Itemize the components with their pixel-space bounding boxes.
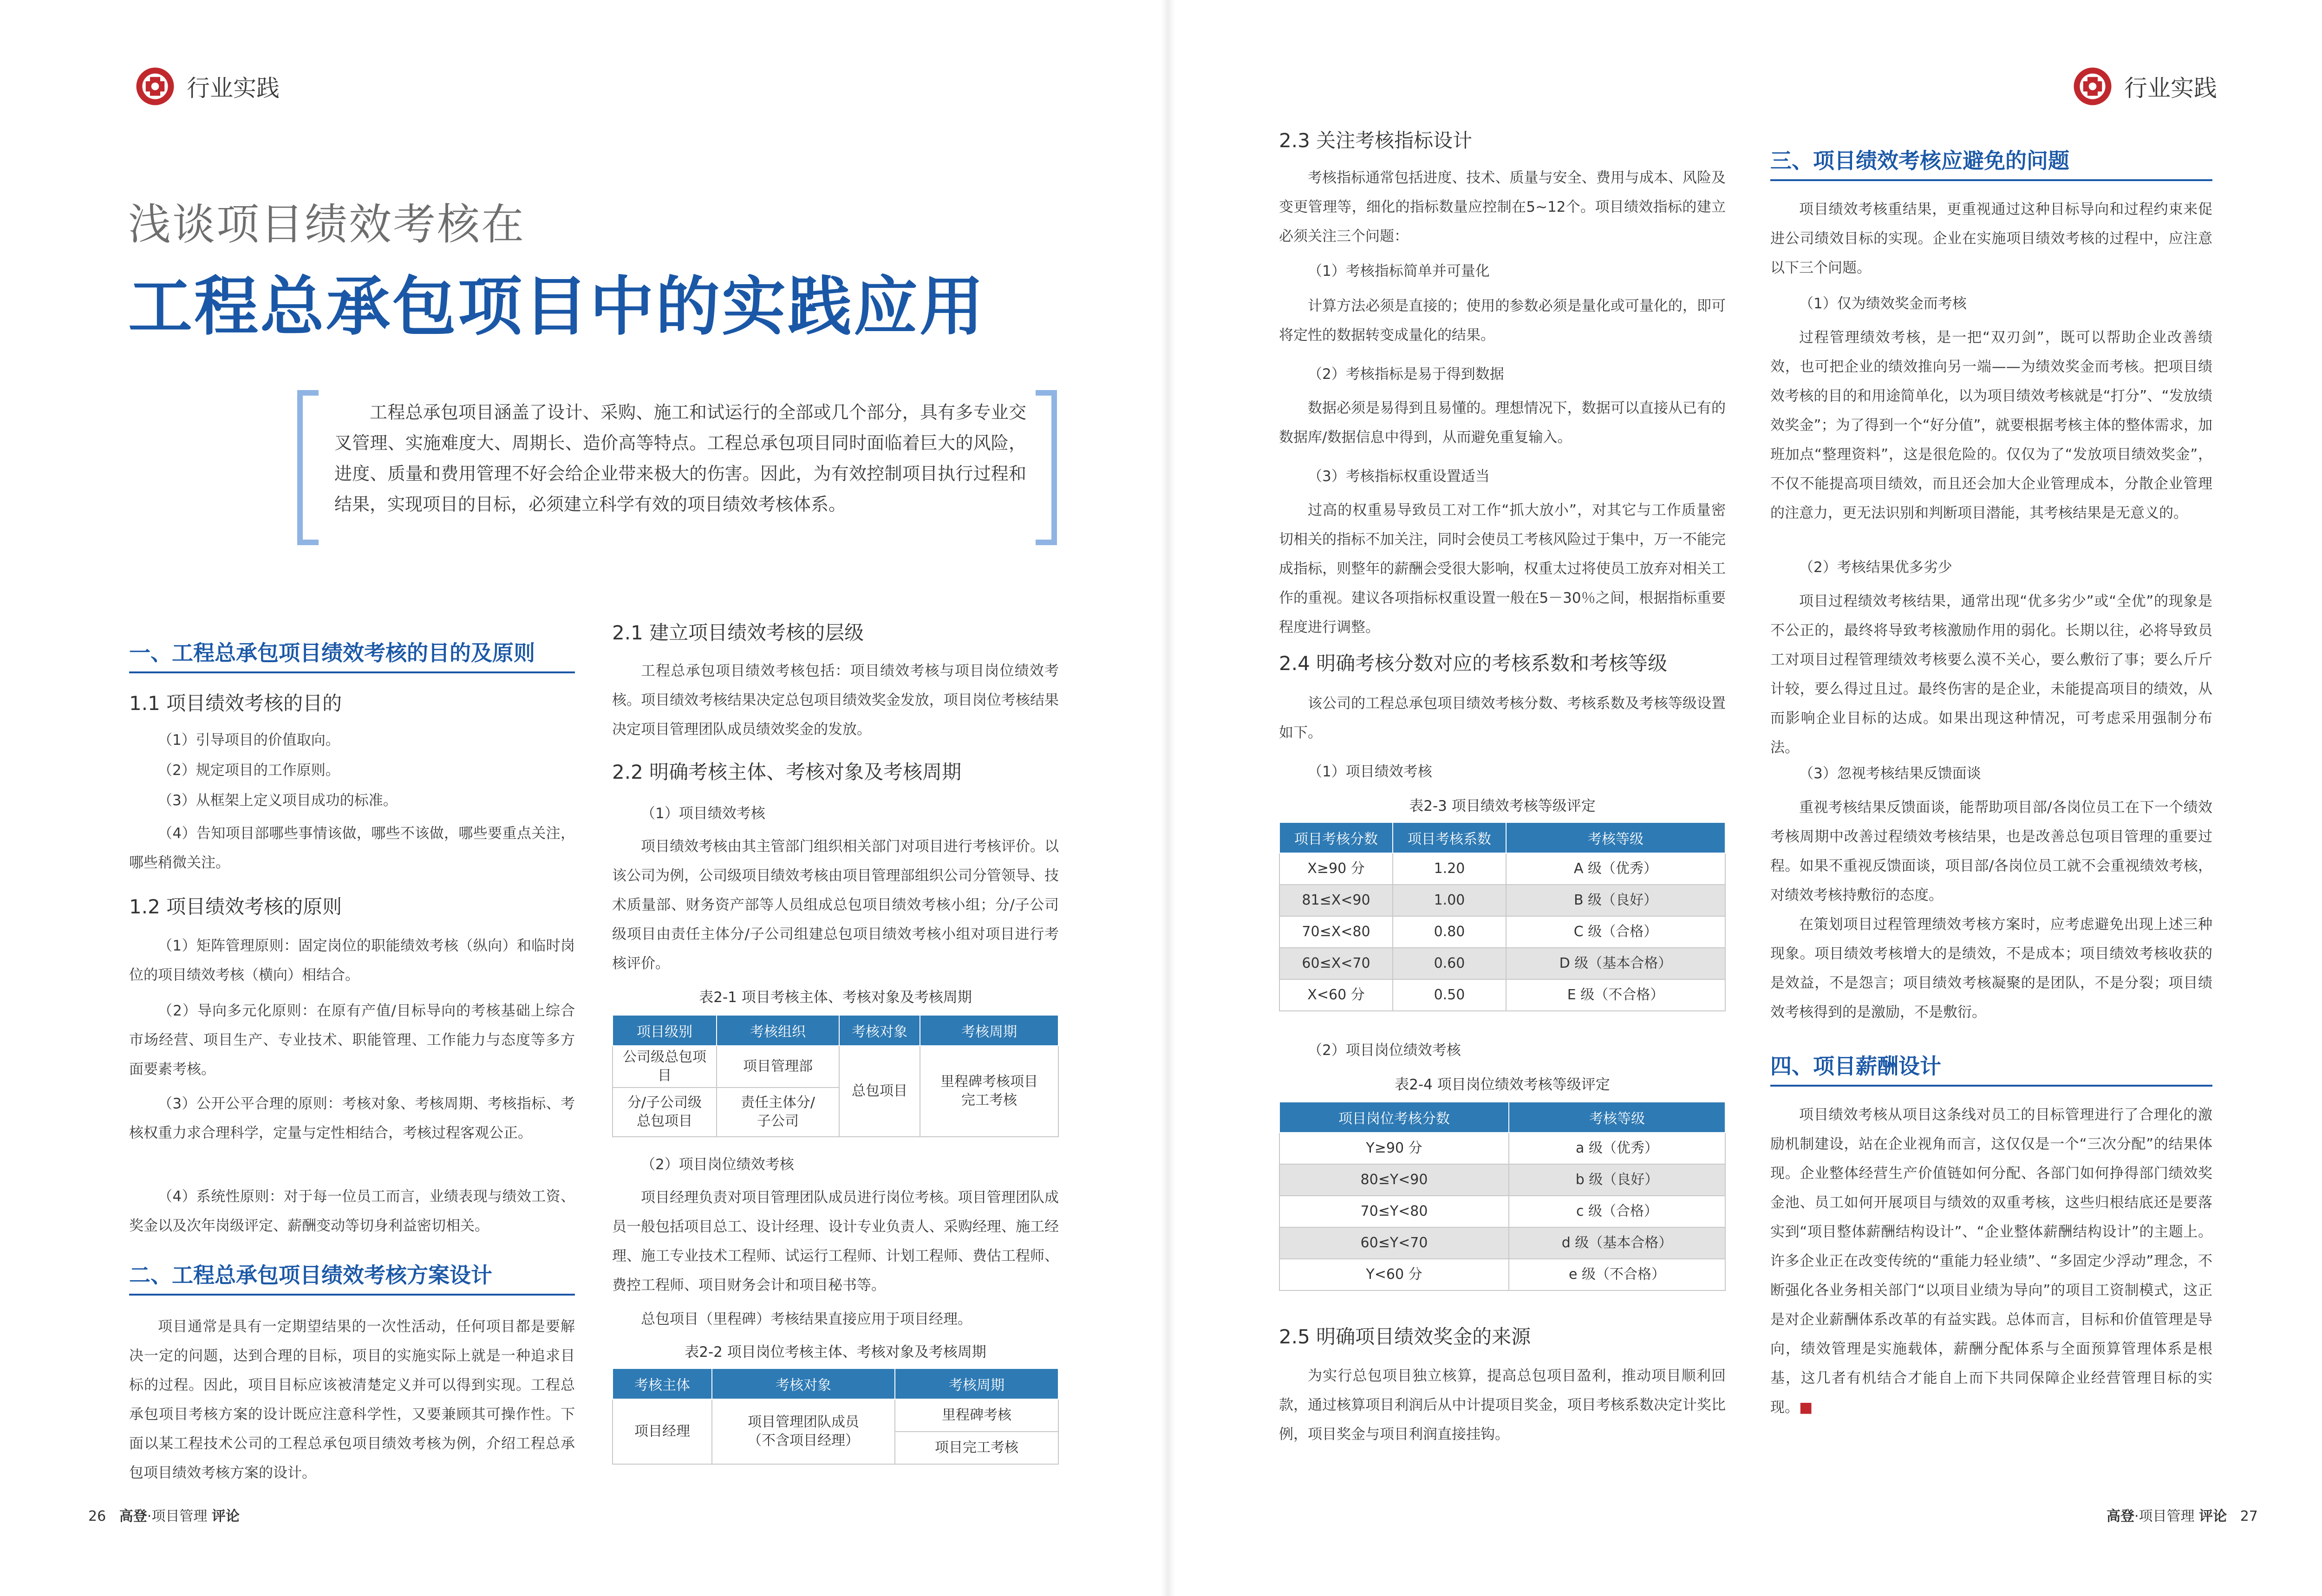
footer-right — [2107, 1505, 2258, 1525]
sec23-para-3: 数据必须是易得到且易懂的。理想情况下，数据可以直接从已有的数据库/数据信息中得到，从而避免重复输入。 — [1279, 400, 1726, 446]
sec11-item-4: （4）告知项目部哪些事情该做，哪些不该做，哪些要重点关注，哪些稍微关注。 — [129, 825, 575, 871]
table23-cell: X<60 分 — [1279, 979, 1393, 1011]
article-title-line2: 工程总承包项目中的实践应用 — [128, 269, 986, 344]
sec2-heading: 二、工程总承包项目绩效考核方案设计 — [129, 1258, 575, 1296]
sec21-heading: 2.1 建立项目绩效考核的层级 — [612, 621, 864, 644]
table23-caption: 表2-3 项目绩效考核等级评定 — [1409, 798, 1596, 814]
table24-cell: 70≤Y<80 — [1279, 1196, 1509, 1227]
table24-cell: d 级（基本合格） — [1509, 1227, 1725, 1259]
table21-cell-level-2: 分/子公司级总包项目 — [613, 1088, 717, 1137]
sec11-heading: 1.1 项目绩效考核的目的 — [129, 692, 342, 715]
sec11-item-1: （1）引导项目的价值取向。 — [158, 732, 340, 749]
article-title-line1: 浅谈项目绩效考核在 — [128, 200, 526, 249]
table23-cell: D 级（基本合格） — [1506, 948, 1725, 979]
sec12-para-2: （2）导向多元化原则：在原有产值/目标导向的考核基础上综合市场经营、项目生产、专业技术、职能管理、工作能力与态度等多方面要素考核。 — [129, 1003, 575, 1078]
table24-cell: Y<60 分 — [1279, 1259, 1509, 1290]
table21-caption: 表2-1 项目考核主体、考核对象及考核周期 — [699, 989, 972, 1006]
table24-cell: b 级（良好） — [1509, 1164, 1725, 1196]
table23-cell: 1.20 — [1393, 853, 1506, 885]
table23-cell: C 级（合格） — [1506, 916, 1725, 948]
table24 — [1279, 1101, 1726, 1291]
sec23-para-2: 计算方法必须是直接的；使用的参数必须是量化或可量化的，即可将定性的数据转变成量化的结果。 — [1279, 298, 1726, 344]
sec2-intro: 项目通常是具有一定期望结果的一次性活动，任何项目都是要解决一定的问题，达到合理的目标，项目的实施实际上就是一种追求目标的过程。因此，项目目标应该被清楚定义并可以得到实现。工程总承包项目考核方案的设计既应注意科学性，又要兼顾其可操作性。下面以某工程技术公司的工程总承包项目绩效考核为例，介绍工程总承包项目绩效考核方案的设计。 — [129, 1318, 575, 1481]
footer-brand-left: 高登 — [119, 1508, 147, 1524]
table22-header-period: 考核周期 — [895, 1368, 1058, 1399]
table24-cell: e 级（不合格） — [1509, 1259, 1725, 1290]
logo-icon — [2071, 65, 2114, 108]
table21-cell-org-2: 责任主体分/子公司 — [717, 1088, 839, 1137]
table23-header-grade: 考核等级 — [1506, 822, 1725, 853]
table22-header-object: 考核对象 — [712, 1368, 895, 1399]
table21-header-period: 考核周期 — [920, 1015, 1058, 1046]
sec4-para-text: 项目绩效考核从项目这条线对员工的目标管理进行了合理化的激励机制建设，站在企业视角而言，这仅仅是一个“三次分配”的结果体现。企业整体经营生产价值链如何分配、各部门如何挣得部门绩效奖金池、员工如何开展项目与绩效的双重考核，这些归根结底还是要落实到“项目整体薪酬结构设计”、“企业整体薪酬结构设计”的主题上。许多企业正在改变传统的“重能力轻业绩”、“多固定少浮动”理念，不断强化各业务相关部门“以项目业绩为导向”的项目工资制模式，这正是对企业薪酬体系改革的有益实践。总体而言，目标和价值管理是导向，绩效管理是实施载体，薪酬分配体系与全面预算管理体系是根基，这几者有机结合才能自上而下共同保障企业经营管理目标的实现。 — [1770, 1107, 2212, 1416]
sec22-sub-2: （2）项目岗位绩效考核 — [641, 1156, 794, 1173]
table23-header-score: 项目考核分数 — [1279, 822, 1393, 853]
table21-cell-level-1: 公司级总包项目 — [613, 1046, 717, 1088]
sec3-sub-3: （3）忽视考核结果反馈面谈 — [1799, 765, 1981, 782]
table23-cell: E 级（不合格） — [1506, 979, 1725, 1011]
page-number-left: 26 — [88, 1508, 106, 1524]
table23-cell: B 级（良好） — [1506, 885, 1725, 916]
table23-cell: 60≤X<70 — [1279, 948, 1393, 979]
logo-icon — [134, 65, 176, 108]
sec12-para-4: （4）系统性原则：对于每一位员工而言，业绩表现与绩效工资、奖金以及次年岗级评定、薪酬变动等切身利益密切相关。 — [129, 1188, 575, 1234]
end-mark: ■ — [1799, 1399, 1813, 1416]
sec22-para-2: 项目经理负责对项目管理团队成员进行岗位考核。项目管理团队成员一般包括项目总工、设计经理、设计专业负责人、采购经理、施工经理、施工专业技术工程师、试运行工程师、计划工程师、费估工程师、费控工程师、项目财务会计和项目秘书等。 — [612, 1189, 1059, 1294]
table24-cell: 60≤Y<70 — [1279, 1227, 1509, 1259]
sec23-para-4: 过高的权重易导致员工对工作“抓大放小”，对其它与工作质量密切相关的指标不加关注，同时会使员工考核风险过于集中，万一不能完成指标，则整年的薪酬会受很大影响，权重太过将使员工放弃对相关工作的重视。建议各项指标权重设置一般在5－30％之间，根据指标重要程度进行调整。 — [1279, 502, 1726, 636]
table22-cell-object: 项目管理团队成员（不含项目经理） — [712, 1399, 895, 1464]
sec24-para-1: 该公司的工程总承包项目绩效考核分数、考核系数及考核等级设置如下。 — [1279, 695, 1726, 741]
abstract-bracket-right — [1036, 390, 1057, 545]
footer-pub-right: 评论 — [2199, 1508, 2227, 1524]
table24-cell: 80≤Y<90 — [1279, 1164, 1509, 1196]
footer-brand-right: 高登 — [2107, 1508, 2134, 1524]
sec3-para-4: 在策划项目过程管理绩效考核方案时，应考虑避免出现上述三种现象。项目绩效考核增大的是绩效，不是成本；项目绩效考核收获的是效益，不是怨言；项目绩效考核凝聚的是团队，不是分裂；项目绩效考核得到的是激励，不是敷衍。 — [1770, 916, 2212, 1021]
sec25-para: 为实行总包项目独立核算，提高总包项目盈利，推动项目顺利回款，通过核算项目利润后从中计提项目奖金，项目考核系数决定计奖比例，项目奖金与项目利润直接挂钩。 — [1279, 1368, 1726, 1443]
sec3-sub-2: （2）考核结果优多劣少 — [1799, 559, 1952, 576]
sec3-intro: 项目绩效考核重结果，更重视通过这种目标导向和过程约束来促进公司绩效目标的实现。企业在实施项目绩效考核的过程中，应注意以下三个问题。 — [1770, 201, 2212, 276]
table22-cell-period-1: 里程碑考核 — [895, 1399, 1058, 1432]
table21-cell-org-1: 项目管理部 — [717, 1046, 839, 1088]
table24-cell: Y≥90 分 — [1279, 1133, 1509, 1164]
table21 — [612, 1015, 1059, 1137]
table22-cell-subject: 项目经理 — [613, 1399, 712, 1464]
sec22-para-1: 项目绩效考核由其主管部门组织相关部门对项目进行考核评价。以该公司为例，公司级项目绩效考核由项目管理部组织公司分管领导、技术质量部、财务资产部等人员组成总包项目绩效考核小组；分/子公司级项目由责任主体分/子公司组建总包项目绩效考核小组对项目进行考核评价。 — [612, 838, 1059, 972]
table21-cell-object: 总包项目 — [839, 1046, 920, 1137]
table21-header-level: 项目级别 — [613, 1015, 717, 1046]
table23-cell: 70≤X<80 — [1279, 916, 1393, 948]
sec11-item-2: （2）规定项目的工作原则。 — [158, 762, 340, 779]
table22-cell-period-2: 项目完工考核 — [895, 1432, 1058, 1464]
sec23-sub-2: （2）考核指标是易于得到数据 — [1308, 366, 1504, 383]
abstract: 工程总承包项目涵盖了设计、采购、施工和试运行的全部或几个部分，具有多专业交叉管理、实施难度大、周期长、造价高等特点。工程总承包项目同时面临着巨大的风险，进度、质量和费用管理不好会给企业带来极大的伤害。因此，为有效控制项目执行过程和结果，实现项目的目标，必须建立科学有效的项目绩效考核体系。 — [334, 402, 1026, 515]
table22 — [612, 1368, 1059, 1465]
table21-header-org: 考核组织 — [717, 1015, 839, 1046]
table24-cell: c 级（合格） — [1509, 1196, 1725, 1227]
sec23-sub-3: （3）考核指标权重设置适当 — [1308, 468, 1490, 485]
table23-cell: 0.80 — [1393, 916, 1506, 948]
sec22-para-3: 总包项目（里程碑）考核结果直接应用于项目经理。 — [641, 1311, 972, 1328]
table24-caption: 表2-4 项目岗位绩效考核等级评定 — [1395, 1076, 1610, 1093]
sec23-sub-1: （1）考核指标简单并可量化 — [1308, 263, 1490, 280]
sec24-heading: 2.4 明确考核分数对应的考核系数和考核等级 — [1279, 652, 1668, 675]
table23-cell: 0.60 — [1393, 948, 1506, 979]
table21-cell-period: 里程碑考核项目完工考核 — [920, 1046, 1058, 1137]
footer-left — [88, 1505, 240, 1525]
sec11-item-3: （3）从框架上定义项目成功的标准。 — [158, 792, 398, 809]
table23-cell: 0.50 — [1393, 979, 1506, 1011]
section-label-right: 行业实践 — [2124, 75, 2217, 102]
table22-header-subject: 考核主体 — [613, 1368, 712, 1399]
table24-header-score: 项目岗位考核分数 — [1279, 1102, 1509, 1133]
sec24-sub-1: （1）项目绩效考核 — [1308, 763, 1432, 780]
table24-header-grade: 考核等级 — [1509, 1102, 1725, 1133]
sec12-para-3: （3）公开公平合理的原则：考核对象、考核周期、考核指标、考核权重力求合理科学，定量与定性相结合，考核过程客观公正。 — [129, 1095, 575, 1141]
abstract-bracket-left — [297, 390, 319, 545]
footer-sub-left: ·项目管理 — [147, 1508, 208, 1524]
sec12-para-1: （1）矩阵管理原则：固定岗位的职能绩效考核（纵向）和临时岗位的项目绩效考核（横向）相结合。 — [129, 938, 575, 984]
section-header-right — [2071, 65, 2217, 108]
sec23-heading: 2.3 关注考核指标设计 — [1279, 129, 1473, 152]
sec3-para-2: 项目过程绩效考核结果，通常出现“优多劣少”或“全优”的现象是不公正的，最终将导致考核激励作用的弱化。长期以往，必将导致员工对项目过程管理绩效考核要么漠不关心，要么敷衍了事；要么斤斤计较，要么得过且过。最终伤害的是企业，未能提高项目的绩效，从而影响企业目标的达成。如果出现这种情况，可考虑采用强制分布法。 — [1770, 593, 2212, 756]
table23-cell: A 级（优秀） — [1506, 853, 1725, 885]
footer-pub-left: 评论 — [211, 1508, 240, 1524]
table23 — [1279, 822, 1726, 1011]
table22-caption: 表2-2 项目岗位考核主体、考核对象及考核周期 — [685, 1344, 986, 1361]
sec25-heading: 2.5 明确项目绩效奖金的来源 — [1279, 1325, 1531, 1348]
sec22-sub-1: （1）项目绩效考核 — [641, 805, 765, 822]
table21-header-object: 考核对象 — [839, 1015, 920, 1046]
table23-cell: 81≤X<90 — [1279, 885, 1393, 916]
table23-cell: 1.00 — [1393, 885, 1506, 916]
sec3-heading: 三、项目绩效考核应避免的问题 — [1770, 144, 2212, 181]
sec12-heading: 1.2 项目绩效考核的原则 — [129, 895, 342, 918]
table24-cell: a 级（优秀） — [1509, 1133, 1725, 1164]
sec3-para-3: 重视考核结果反馈面谈，能帮助项目部/各岗位员工在下一个绩效考核周期中改善过程绩效考核结果，也是改善总包项目管理的重要过程。如果不重视反馈面谈，项目部/各岗位员工就不会重视绩效考核，对绩效考核持敷衍的态度。 — [1770, 799, 2212, 904]
page-number-right: 27 — [2240, 1508, 2258, 1524]
table23-header-coef: 项目考核系数 — [1393, 822, 1506, 853]
table23-cell: X≥90 分 — [1279, 853, 1393, 885]
sec21-para: 工程总承包项目绩效考核包括：项目绩效考核与项目岗位绩效考核。项目绩效考核结果决定总包项目绩效奖金发放，项目岗位考核结果决定项目管理团队成员绩效奖金的发放。 — [612, 663, 1059, 738]
sec3-sub-1: （1）仅为绩效奖金而考核 — [1799, 295, 1967, 312]
sec1-heading: 一、工程总承包项目绩效考核的目的及原则 — [129, 636, 575, 673]
sec3-para-1: 过程管理绩效考核，是一把“双刃剑”，既可以帮助企业改善绩效，也可把企业的绩效推向另一端——为绩效奖金而考核。把项目绩效考核的目的和用途简单化，以为项目绩效考核就是“打分”、“发放绩效奖金”；为了得到一个“好分值”，就要根据考核主体的整体需求，加班加点“整理资料”，这是很危险的。仅仅为了“发放项目绩效奖金”，不仅不能提高项目绩效，而且还会加大企业管理成本，分散企业管理的注意力，更无法识别和判断项目潜能，其考核结果是无意义的。 — [1770, 329, 2212, 521]
sec24-sub-2: （2）项目岗位绩效考核 — [1308, 1042, 1461, 1059]
right-page — [1168, 0, 2322, 1596]
sec22-heading: 2.2 明确考核主体、考核对象及考核周期 — [612, 761, 962, 783]
sec4-para — [1770, 1101, 2212, 1422]
sec23-para-1: 考核指标通常包括进度、技术、质量与安全、费用与成本、风险及变更管理等，细化的指标数量应控制在5~12个。项目绩效指标的建立必须关注三个问题： — [1279, 169, 1726, 245]
section-header — [134, 65, 280, 108]
footer-sub-right: ·项目管理 — [2134, 1508, 2195, 1524]
sec4-heading: 四、项目薪酬设计 — [1770, 1049, 2212, 1087]
section-label: 行业实践 — [187, 75, 280, 102]
